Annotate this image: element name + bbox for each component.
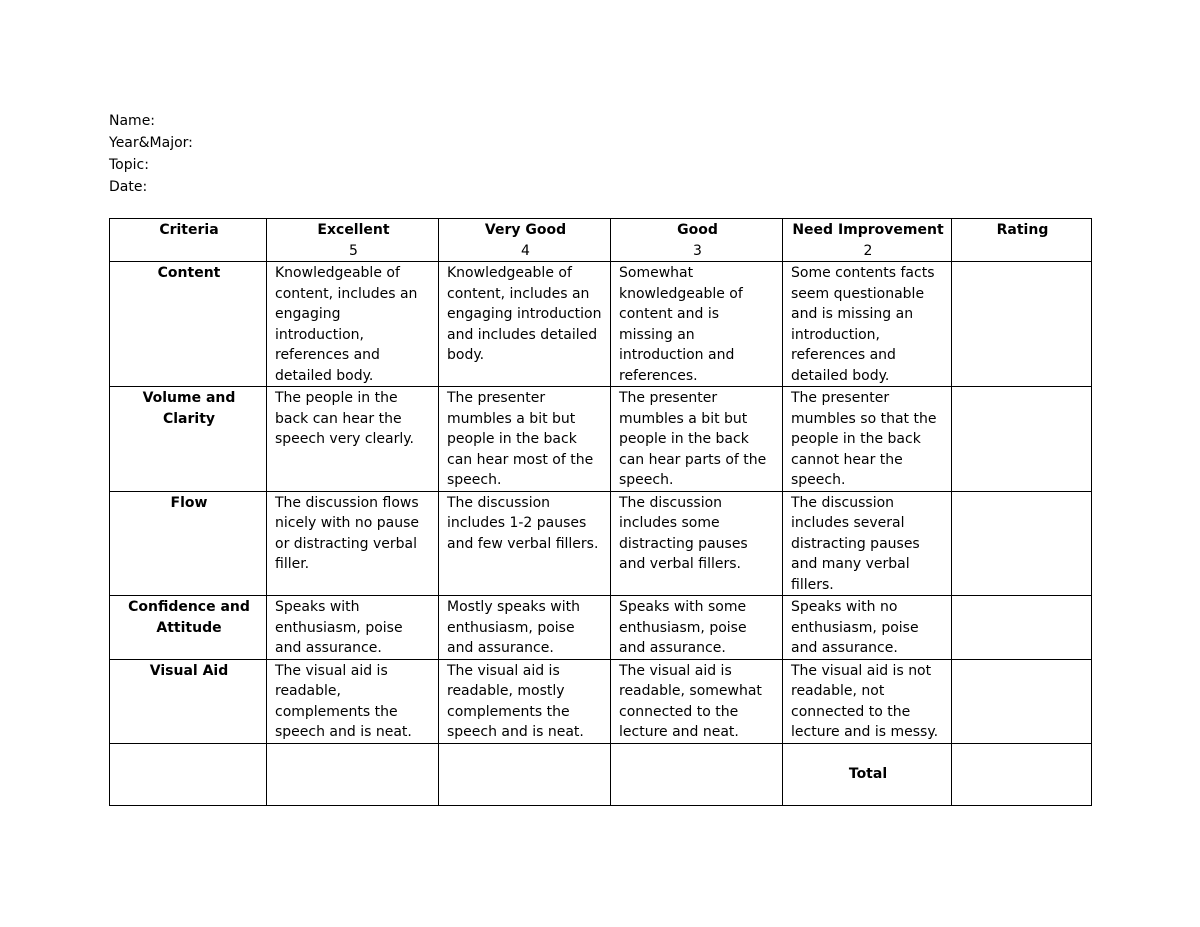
need-improvement-cell: The visual aid is not readable, not connected to the lecture and is messy. <box>783 659 952 743</box>
need-improvement-cell: Speaks with no enthusiasm, poise and assurance. <box>783 596 952 660</box>
student-info-fields <box>109 110 193 198</box>
excellent-cell: The people in the back can hear the speech very clearly. <box>267 387 439 492</box>
empty-cell <box>110 743 267 805</box>
good-score: 3 <box>693 242 702 259</box>
good-cell: The presenter mumbles a bit but people in the back can hear parts of the speech. <box>611 387 783 492</box>
total-rating-cell <box>952 743 1092 805</box>
need-improvement-cell: The discussion includes several distracting pauses and many verbal fillers. <box>783 491 952 596</box>
criterion-cell: Flow <box>110 491 267 596</box>
empty-cell <box>439 743 611 805</box>
criterion-cell: Confidence and Attitude <box>110 596 267 660</box>
criterion-cell: Visual Aid <box>110 659 267 743</box>
need-improvement-score: 2 <box>863 242 873 259</box>
very-good-cell: The discussion includes 1-2 pauses and few verbal fillers. <box>439 491 611 596</box>
rubric-header-row <box>110 219 1092 262</box>
year-major-field-label: Year&Major: <box>109 135 193 151</box>
excellent-cell: Speaks with enthusiasm, poise and assurance. <box>267 596 439 660</box>
need-improvement-cell: The presenter mumbles so that the people in the back cannot hear the speech. <box>783 387 952 492</box>
very-good-cell: Knowledgeable of content, includes an engaging introduction and includes detailed body. <box>439 262 611 387</box>
rating-header <box>952 219 1092 262</box>
need-improvement-cell: Some contents facts seem questionable and is missing an introduction, references and detailed body. <box>783 262 952 387</box>
total-label: Total <box>783 743 952 805</box>
good-cell: The visual aid is readable, somewhat connected to the lecture and neat. <box>611 659 783 743</box>
good-cell: Somewhat knowledgeable of content and is missing an introduction and references. <box>611 262 783 387</box>
topic-field-label: Topic: <box>109 157 149 173</box>
very-good-score: 4 <box>521 242 530 259</box>
rating-cell <box>952 491 1092 596</box>
excellent-header-label: Excellent <box>317 222 390 238</box>
very-good-header-label: Very Good <box>484 222 567 238</box>
very-good-cell: Mostly speaks with enthusiasm, poise and assurance. <box>439 596 611 660</box>
excellent-cell: Knowledgeable of content, includes an engaging introduction, references and detailed body. <box>267 262 439 387</box>
rating-header-label: Rating <box>996 222 1049 238</box>
criterion-cell: Content <box>110 262 267 387</box>
excellent-score: 5 <box>349 242 358 259</box>
excellent-cell: The visual aid is readable, complements the speech and is neat. <box>267 659 439 743</box>
criteria-header <box>110 219 267 262</box>
very-good-cell: The presenter mumbles a bit but people in the back can hear most of the speech. <box>439 387 611 492</box>
good-cell: The discussion includes some distracting pauses and verbal fillers. <box>611 491 783 596</box>
rating-cell <box>952 596 1092 660</box>
rubric-row-volume-clarity <box>110 387 1092 492</box>
date-field-label: Date: <box>109 179 148 195</box>
rubric-row-content <box>110 262 1092 387</box>
rubric-row-visual-aid <box>110 659 1092 743</box>
criteria-header-label: Criteria <box>159 222 219 238</box>
name-field-label: Name: <box>109 113 156 129</box>
good-header <box>611 219 783 262</box>
excellent-header <box>267 219 439 262</box>
rating-cell <box>952 659 1092 743</box>
rubric-table <box>109 218 1092 806</box>
good-cell: Speaks with some enthusiasm, poise and assurance. <box>611 596 783 660</box>
very-good-header <box>439 219 611 262</box>
excellent-cell: The discussion flows nicely with no pause or distracting verbal filler. <box>267 491 439 596</box>
criterion-cell: Volume and Clarity <box>110 387 267 492</box>
rating-cell <box>952 262 1092 387</box>
empty-cell <box>267 743 439 805</box>
good-header-label: Good <box>677 222 718 238</box>
rating-cell <box>952 387 1092 492</box>
empty-cell <box>611 743 783 805</box>
rubric-row-flow <box>110 491 1092 596</box>
very-good-cell: The visual aid is readable, mostly complements the speech and is neat. <box>439 659 611 743</box>
need-improvement-header-label: Need Improvement <box>792 222 944 238</box>
rubric-row-confidence-attitude <box>110 596 1092 660</box>
need-improvement-header <box>783 219 952 262</box>
rubric-total-row <box>110 743 1092 805</box>
